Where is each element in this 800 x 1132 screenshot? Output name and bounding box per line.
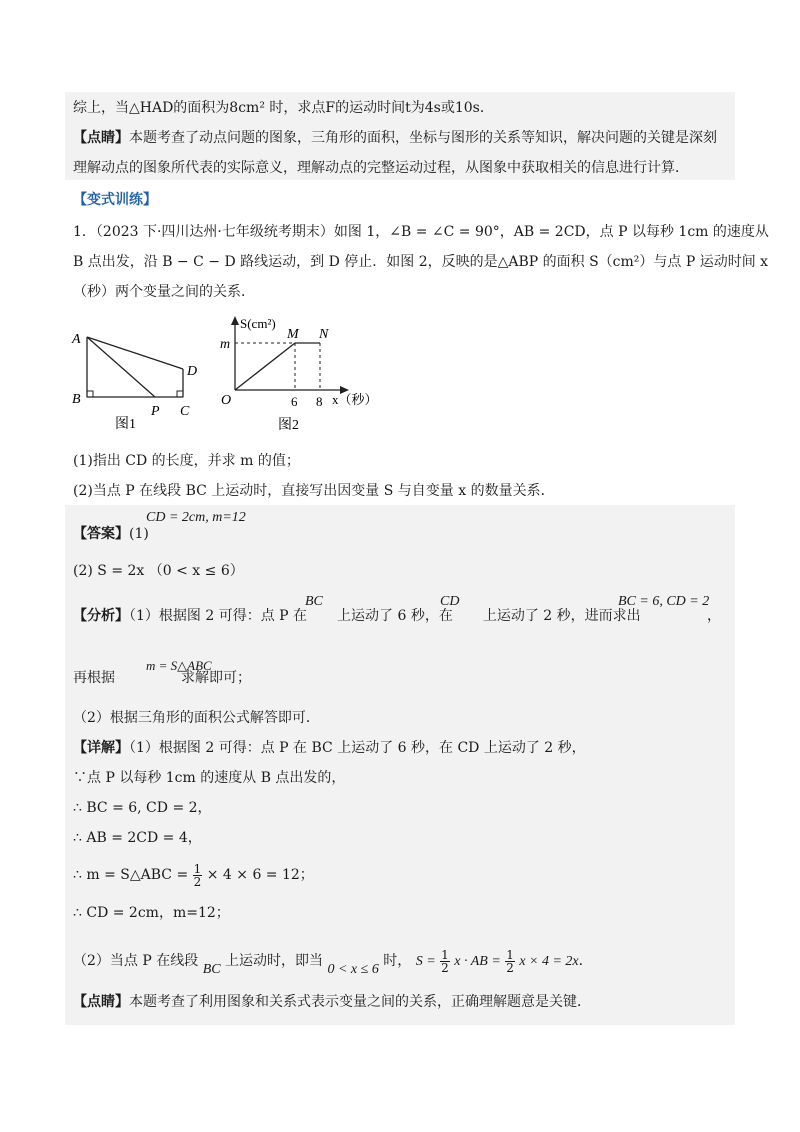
analysis-line-1 bbox=[73, 606, 641, 626]
analysis-cd: CD bbox=[440, 594, 460, 609]
fig1-label-p: P bbox=[151, 404, 160, 419]
answer-1-pre: (1) bbox=[129, 526, 149, 542]
fig2-label-M: M bbox=[287, 327, 299, 342]
prev-note-line bbox=[73, 128, 717, 148]
question-line-1: 1．（2023 下·四川达州·七年级统考期末）如图 1，∠B = ∠C = 90°，AB = 2CD，点 P 以每秒 1cm 的速度从 bbox=[73, 224, 769, 240]
fig2-xlabel: x（秒） bbox=[332, 392, 378, 407]
fig1-label-d: D bbox=[187, 364, 198, 379]
note-tag: 【点睛】 bbox=[73, 994, 129, 1010]
question-line-2: B 点出发，沿 B − C − D 路线运动，到 D 停止．如图 2，反映的是△ABP 的面积 S（cm²）与点 P 运动时间 x bbox=[73, 254, 769, 270]
detail-l7-s: S = bbox=[415, 954, 436, 969]
fig2-caption: 图2 bbox=[278, 418, 299, 433]
detail-l7-when: 时， bbox=[383, 953, 412, 969]
detail-tag: 【详解】 bbox=[73, 740, 129, 756]
fig2-label-O: O bbox=[221, 393, 232, 408]
half-fraction-3: $\frac{1}{2}$ bbox=[506, 947, 514, 975]
analysis-bc: BC bbox=[305, 594, 323, 609]
figure-1 bbox=[70, 325, 200, 435]
fig2-ylabel: S(cm²) bbox=[240, 316, 276, 331]
detail-l5-pre: ∴ m = S△ABC = bbox=[73, 867, 189, 883]
prev-note-tag: 【点睛】 bbox=[73, 130, 129, 146]
analysis-line-3: （2）根据三角形的面积公式解答即可． bbox=[73, 710, 320, 726]
prev-line-1: 综上，当△HAD的面积为8cm² 时，求点F的运动时间t为4s或10s． bbox=[73, 100, 494, 116]
half-fraction-2: $\frac{1}{2}$ bbox=[441, 947, 449, 975]
detail-l7-cond: 0 < x ≤ 6 bbox=[327, 962, 379, 977]
detail-l7-pre: （2）当点 P 在线段 bbox=[73, 953, 199, 969]
answer-2: (2) S = 2x （0 < x ≤ 6） bbox=[73, 563, 244, 579]
detail-line-6: ∴ CD = 2cm，m=12； bbox=[73, 905, 230, 921]
detail-line-2: ∵点 P 以每秒 1cm 的速度从 B 点出发的， bbox=[73, 770, 346, 786]
prev-line-3: 理解动点的图象所代表的实际意义，理解动点的完整运动过程，从图象中获取相关的信息进行计算． bbox=[73, 160, 689, 176]
question-line-3: （秒）两个变量之间的关系． bbox=[73, 284, 255, 300]
detail-l7-m1: x · AB = bbox=[454, 954, 501, 969]
detail-l1: （1）根据图 2 可得：点 P 在 BC 上运动了 6 秒，在 CD 上运动了 2 秒， bbox=[129, 740, 586, 756]
detail-l7-bc: BC bbox=[202, 962, 221, 977]
note-text: 本题考查了利用图象和关系式表示变量之间的关系，正确理解题意是关键． bbox=[129, 994, 591, 1010]
answer-1-math: CD = 2cm, m=12 bbox=[146, 510, 246, 525]
analysis-result: BC = 6, CD = 2 bbox=[618, 594, 710, 609]
note-line bbox=[73, 992, 591, 1012]
fig2-tick-6: 6 bbox=[291, 394, 298, 409]
prev-note-text: 本题考查了动点问题的图象，三角形的面积，坐标与图形的关系等知识，解决问题的关键是深刻 bbox=[129, 130, 717, 146]
fig1-label-b: B bbox=[72, 392, 81, 407]
analysis-l1b: 上运动了 6 秒，在 bbox=[337, 608, 453, 624]
analysis-comma: ， bbox=[707, 608, 721, 624]
answer-tag: 【答案】 bbox=[73, 526, 129, 542]
fig2-label-m: m bbox=[220, 337, 231, 352]
detail-l5-post: × 4 × 6 = 12； bbox=[206, 867, 314, 883]
detail-line-1 bbox=[73, 738, 586, 758]
detail-line-4: ∴ AB = 2CD = 4， bbox=[73, 830, 202, 846]
analysis-line-2 bbox=[73, 668, 251, 688]
half-fraction: $\frac{1}{2}$ bbox=[193, 861, 202, 889]
detail-line-3: ∴ BC = 6, CD = 2， bbox=[73, 800, 212, 816]
sub-question-2: (2)当点 P 在线段 BC 上运动时，直接写出因变量 S 与自变量 x 的数量关系． bbox=[73, 483, 555, 499]
answer-line-1 bbox=[73, 524, 149, 544]
analysis-l2b: 求解即可； bbox=[181, 670, 251, 686]
analysis-tag: 【分析】 bbox=[73, 608, 129, 624]
detail-l7-mid: 上运动时，即当 bbox=[225, 953, 324, 969]
fig1-label-c: C bbox=[180, 404, 190, 419]
analysis-l1a: （1）根据图 2 可得：点 P 在 bbox=[129, 608, 308, 624]
section-title: 【变式训练】 bbox=[73, 192, 157, 208]
detail-line-7: （2）当点 P 在线段 BC 上运动时，即当 0 < x ≤ 6 时， S = $\frac{1}{2}$ x · AB = $\frac{1}{2}$ x × 4 = 2x． bbox=[73, 947, 593, 977]
analysis-l1c: 上运动了 2 秒，进而求出 bbox=[482, 608, 641, 624]
fig1-caption: 图1 bbox=[115, 417, 136, 432]
analysis-m-formula: m = S△ABC bbox=[146, 658, 212, 673]
analysis-l2a: 再根据 bbox=[73, 670, 115, 686]
figure-2 bbox=[215, 312, 385, 437]
fig2-label-N: N bbox=[319, 327, 329, 342]
detail-line-5 bbox=[73, 860, 314, 890]
fig2-tick-8: 8 bbox=[316, 394, 323, 409]
detail-l7-m2: x × 4 = 2x bbox=[519, 954, 579, 969]
sub-question-1: (1)指出 CD 的长度，并求 m 的值； bbox=[73, 453, 300, 469]
fig1-label-a: A bbox=[72, 332, 81, 347]
